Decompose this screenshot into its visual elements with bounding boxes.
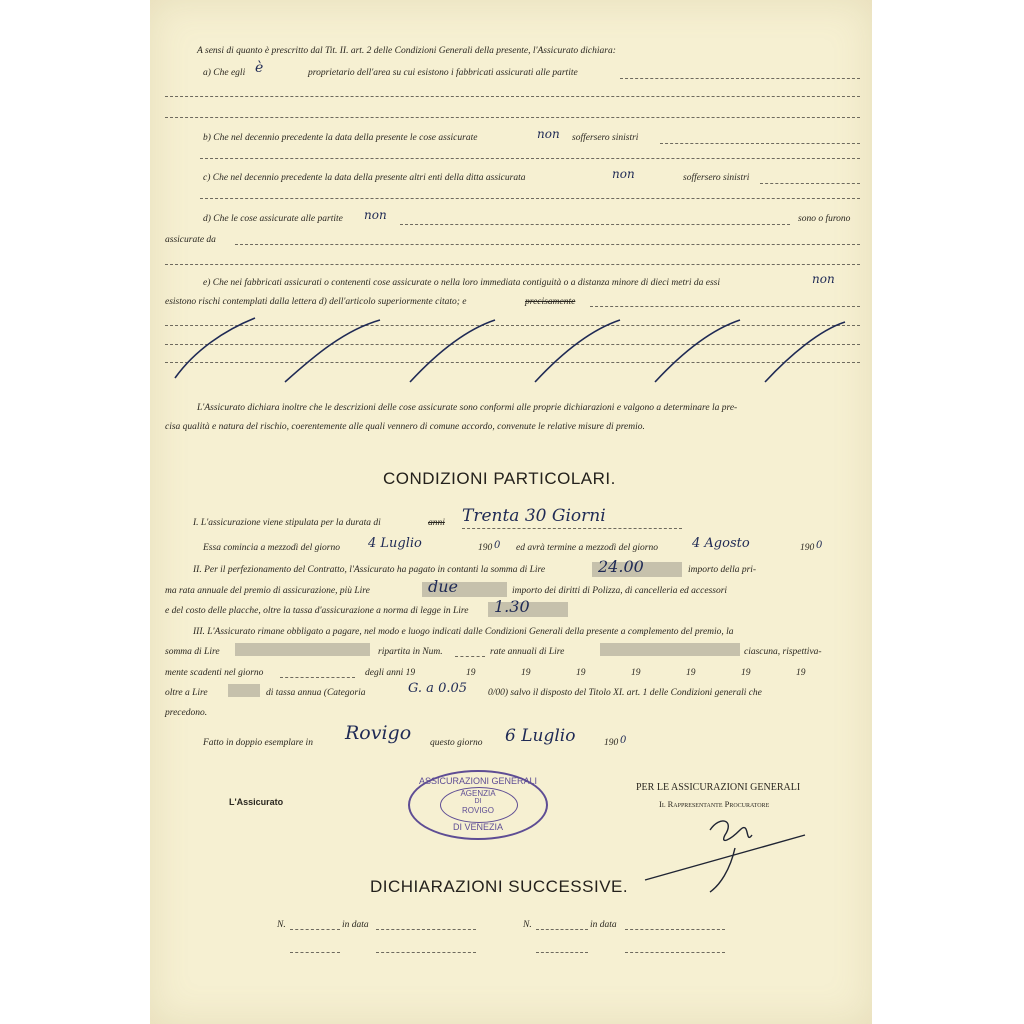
condition-III-ripartita: ripartita in Num. — [378, 647, 443, 657]
fill-line — [455, 656, 485, 657]
fill-line — [290, 929, 340, 930]
role-label: Il Rappresentante Procuratore — [659, 799, 770, 809]
clause-d-label: d) Che le cose assicurate alle partite — [203, 214, 343, 224]
year-slot: 19 — [796, 668, 806, 678]
done-text: Fatto in doppio esemplare in — [203, 738, 313, 748]
done-mid: questo giorno — [430, 738, 483, 748]
year-slot: 19 — [576, 668, 586, 678]
fill-line — [165, 117, 860, 118]
successive-title: DICHIARAZIONI SUCCESSIVE. — [370, 877, 629, 896]
successive-n-left: N. — [277, 920, 286, 930]
condition-I-struck: anni — [428, 518, 445, 528]
condition-II-line2-rest: importo dei diritti di Polizza, di cancelleria ed accessori — [512, 586, 728, 596]
fill-line — [376, 929, 476, 930]
closing-line-1: L'Assicurato dichiara inoltre che le descrizioni delle cose assicurate sono conformi alle proprie dichiarazioni e valgono a determinare la pre- — [197, 403, 738, 413]
clause-d-line2: assicurate da — [165, 235, 216, 245]
fill-line — [200, 198, 860, 199]
start-year-handwriting: 0 — [494, 540, 501, 551]
fill-line — [620, 78, 860, 79]
clause-a-handwriting: è — [255, 60, 264, 76]
fill-line — [376, 952, 476, 953]
condition-II-line2: ma rata annuale del premio di assicurazione, più Lire — [165, 586, 370, 596]
signature — [640, 810, 810, 900]
clause-e-line2: esistono rischi contemplati dalla lettera d) dell'articolo superiormente citato; e — [165, 297, 467, 307]
condition-III-tassa: di tassa annua (Categoria — [266, 688, 366, 698]
condition-III-somma: somma di Lire — [165, 647, 220, 657]
condition-III-anni: degli anni 19 — [365, 668, 416, 678]
fill-line — [400, 224, 790, 225]
fill-line — [290, 952, 340, 953]
company-label: PER LE ASSICURAZIONI GENERALI — [636, 782, 801, 793]
date-handwriting: 6 Luglio — [505, 726, 576, 746]
successive-date-left: in data — [342, 920, 369, 930]
fill-line — [235, 244, 860, 245]
clause-b-text: soffersero sinistri — [572, 133, 639, 143]
category-handwriting: G. a 0.05 — [408, 681, 468, 696]
tax-handwriting: 1.30 — [494, 597, 530, 616]
fill-line — [625, 929, 725, 930]
clause-a-label: a) Che egli — [203, 68, 246, 78]
clause-c-handwriting: non — [612, 167, 635, 181]
fill-line — [462, 528, 682, 529]
shaded-field — [235, 643, 370, 656]
place-handwriting: Rovigo — [345, 722, 412, 744]
agency-stamp — [408, 770, 548, 840]
condition-II-line3: e del costo delle placche, oltre la tassa d'assicurazione a norma di legge in Lire — [165, 606, 469, 616]
successive-n-right: N. — [523, 920, 532, 930]
fill-line — [590, 306, 860, 307]
fill-line — [625, 952, 725, 953]
condition-III-oltre: oltre a Lire — [165, 688, 208, 698]
clause-d-handwriting: non — [364, 208, 387, 222]
condition-III-rate: rate annuali di Lire — [490, 647, 565, 657]
shaded-field — [600, 643, 740, 656]
stamp-city: ROVIGO — [461, 806, 494, 815]
start-year: 190 — [478, 543, 493, 553]
insured-label: L'Assicurato — [229, 797, 284, 807]
fill-line — [280, 677, 355, 678]
end-date-handwriting: 4 Agosto — [692, 536, 750, 551]
condition-II-line1: II. Per il perfezionamento del Contratto, l'Assicurato ha pagato in contanti la somma di Lire — [193, 565, 546, 575]
end-year-handwriting: 0 — [816, 540, 823, 551]
clause-b-handwriting: non — [537, 127, 560, 141]
year-slot: 19 — [521, 668, 531, 678]
fill-line — [165, 264, 860, 265]
done-year-handwriting: 0 — [620, 735, 627, 746]
condition-II-line1-rest: importo della pri- — [688, 565, 757, 575]
clause-c-text: soffersero sinistri — [683, 173, 750, 183]
fill-line — [536, 952, 588, 953]
year-slot: 19 — [466, 668, 476, 678]
successive-date-right: in data — [590, 920, 617, 930]
end-text: ed avrà termine a mezzodì del giorno — [516, 543, 658, 553]
premium-handwriting: 24.00 — [598, 557, 644, 576]
clause-e-struck: precisamente — [525, 297, 576, 307]
clause-e-label: e) Che nei fabbricati assicurati o contenenti cose assicurate o nella loro immediata contiguità o a distanza minore di dieci metri da essi — [203, 278, 720, 288]
strike-out-marks — [165, 310, 855, 390]
clause-c-label: c) Che nel decennio precedente la data della presente altri enti della ditta assicurata — [203, 173, 526, 183]
start-date-handwriting: 4 Luglio — [368, 536, 422, 551]
condition-III-line1: III. L'Assicurato rimane obbligato a pagare, nel modo e luogo indicati dalle Condizioni Generali della presente a complemento del premio, la — [193, 627, 734, 637]
condition-III-scadenti: mente scadenti nel giorno — [165, 668, 264, 678]
year-slot: 19 — [631, 668, 641, 678]
start-text: Essa comincia a mezzodì del giorno — [203, 543, 340, 553]
clause-e-handwriting: non — [812, 272, 835, 286]
stamp-bottom: DI VENEZIA — [452, 822, 503, 832]
condition-I-text: I. L'assicurazione viene stipulata per la durata di — [193, 518, 381, 528]
end-year: 190 — [800, 543, 815, 553]
fill-line — [200, 158, 860, 159]
stamp-di: DI — [474, 798, 482, 805]
clause-d-text: sono o furono — [798, 214, 851, 224]
conditions-title: CONDIZIONI PARTICOLARI. — [383, 469, 616, 488]
stamp-top: ASSICURAZIONI GENERALI — [418, 776, 538, 786]
fees-handwriting: due — [428, 577, 459, 596]
year-slot: 19 — [741, 668, 751, 678]
condition-III-salvo: 0/00) salvo il disposto del Titolo XI. art. 1 delle Condizioni generali che — [488, 688, 762, 698]
done-year: 190 — [604, 738, 619, 748]
closing-line-2: cisa qualità e natura del rischio, coerentemente alle quali vennero di comune accordo, convenute le relative misure di premio. — [165, 422, 645, 432]
condition-III-ciascuna: ciascuna, rispettiva- — [744, 647, 822, 657]
stamp-agency: AGENZIA — [460, 789, 496, 798]
fill-line — [760, 183, 860, 184]
shaded-field — [228, 684, 260, 697]
condition-III-precedono: precedono. — [165, 708, 208, 718]
year-slot: 19 — [686, 668, 696, 678]
fill-line — [165, 96, 860, 97]
clause-a-text: proprietario dell'area su cui esistono i fabbricati assicurati alle partite — [308, 68, 578, 78]
fill-line — [536, 929, 588, 930]
fill-line — [660, 143, 860, 144]
intro-text: A sensi di quanto è prescritto dal Tit. II. art. 2 delle Condizioni Generali della presente, l'Assicurato dichiara: — [197, 46, 616, 56]
clause-b-label: b) Che nel decennio precedente la data della presente le cose assicurate — [203, 133, 478, 143]
duration-handwriting: Trenta 30 Giorni — [462, 506, 606, 526]
